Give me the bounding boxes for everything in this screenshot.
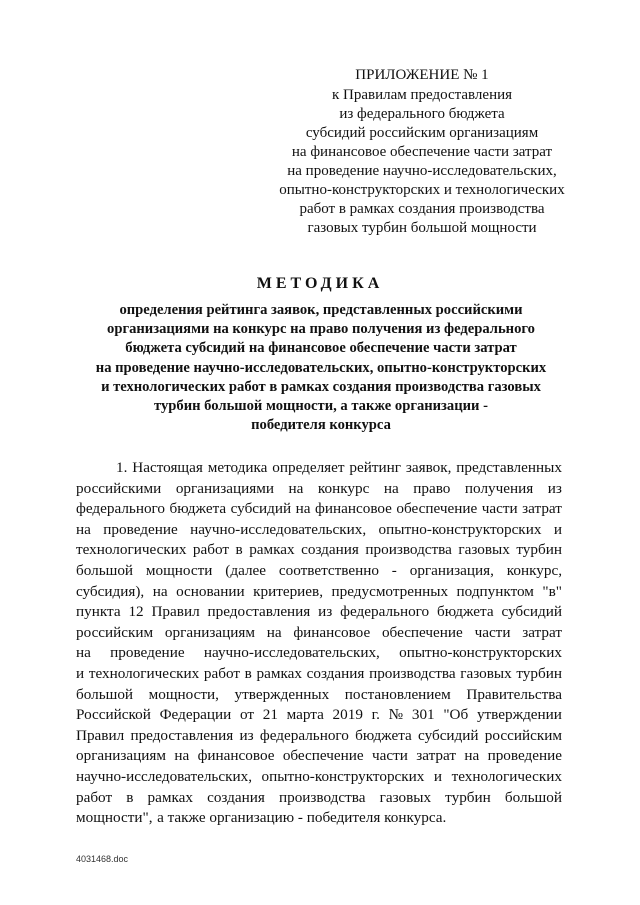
paragraph-word: научно-исследовательских, bbox=[76, 767, 252, 785]
paragraph-word: опытно-конструкторских bbox=[261, 767, 425, 785]
paragraph-word: (далее bbox=[225, 561, 267, 579]
paragraph-word: проведение bbox=[110, 644, 185, 662]
subtitle-line: организациями на конкурс на право получения из федерального bbox=[107, 321, 535, 338]
paragraph-word: мощности", bbox=[76, 809, 153, 827]
paragraph-line bbox=[76, 705, 562, 726]
paragraph-line bbox=[76, 520, 562, 541]
paragraph-word: технологических bbox=[76, 541, 187, 559]
paragraph-word: методика bbox=[207, 459, 268, 476]
paragraph-word: создания bbox=[207, 788, 265, 806]
paragraph-word: российским bbox=[76, 623, 154, 641]
paragraph-word: право bbox=[413, 479, 451, 497]
subtitle-line: определения рейтинга заявок, представленных российскими bbox=[119, 302, 523, 318]
appendix-line: к Правилам предоставления bbox=[331, 87, 513, 103]
paragraph-word: организация, bbox=[409, 561, 494, 579]
paragraph-word: опытно-конструкторских bbox=[399, 644, 562, 662]
paragraph-word: субсидий bbox=[418, 726, 479, 744]
paragraph-word: утверждении bbox=[476, 706, 562, 724]
paragraph-word: работ bbox=[76, 788, 113, 806]
paragraph-line bbox=[76, 726, 562, 747]
paragraph-word: организациям bbox=[76, 747, 167, 765]
paragraph-word: марта bbox=[286, 706, 324, 724]
paragraph-line bbox=[76, 499, 562, 520]
paragraph-line bbox=[76, 643, 562, 664]
paragraph-line bbox=[76, 767, 562, 788]
paragraph-word: от bbox=[240, 706, 255, 724]
paragraph-word: пункта bbox=[76, 603, 121, 621]
paragraph-word: большой bbox=[76, 685, 134, 703]
paragraph-word: на bbox=[295, 500, 311, 518]
paragraph-word: "Об bbox=[443, 706, 469, 724]
paragraph-word: 21 bbox=[262, 706, 278, 724]
paragraph-word: части bbox=[481, 500, 518, 518]
paragraph-word: федерального bbox=[76, 500, 165, 518]
appendix-line: из федерального бюджета bbox=[339, 106, 505, 122]
paragraph-word: г. bbox=[371, 706, 380, 724]
paragraph-word: Правил bbox=[76, 726, 125, 744]
paragraph-word: части bbox=[372, 747, 408, 765]
paragraph-word: большой bbox=[504, 788, 562, 806]
paragraph-word: подпунктом bbox=[456, 582, 534, 600]
paragraph-word: создания bbox=[306, 664, 365, 682]
paragraph-word: № bbox=[388, 706, 404, 724]
paragraph-word: на bbox=[76, 520, 91, 538]
paragraph-word: финансовое bbox=[315, 500, 392, 518]
paragraph-word: обеспечение bbox=[381, 623, 463, 641]
appendix-title: ПРИЛОЖЕНИЕ № 1 bbox=[355, 67, 489, 83]
paragraph-word: соответственно bbox=[278, 561, 379, 579]
paragraph-word: в bbox=[235, 541, 243, 559]
paragraph-word: бюджета bbox=[169, 500, 227, 518]
paragraph-word: рамках bbox=[147, 788, 193, 806]
paragraph-word: производства bbox=[369, 664, 456, 682]
appendix-line: опытно-конструкторских и технологических bbox=[279, 182, 565, 198]
subtitle-line: и технологических работ в рамках создания производства газовых bbox=[101, 378, 541, 395]
paragraph-word: большой bbox=[76, 561, 134, 579]
paragraph-line bbox=[76, 685, 562, 706]
paragraph-line bbox=[76, 602, 562, 623]
paragraph-word: получения bbox=[464, 479, 534, 497]
paragraph-word: Правительства bbox=[466, 685, 562, 703]
paragraph-word: федерального bbox=[340, 603, 430, 621]
subtitle-line: победителя конкурса bbox=[251, 417, 391, 434]
paragraph-line bbox=[76, 540, 562, 561]
paragraph-word: 2019 bbox=[332, 706, 363, 724]
paragraph-word: а также организацию - победителя конкурса. bbox=[157, 809, 447, 827]
paragraph-word: Правил bbox=[151, 603, 200, 621]
subtitle-line: на проведение научно-исследовательских, опытно-конструкторских bbox=[95, 359, 547, 376]
paragraph-word: работ bbox=[203, 664, 240, 682]
paragraph-word: затрат bbox=[416, 747, 456, 765]
paragraph-word: финансовое bbox=[293, 623, 371, 641]
paragraph-word: организациями bbox=[175, 479, 274, 497]
paragraph-line bbox=[76, 808, 562, 829]
paragraph-word: на bbox=[383, 479, 399, 497]
appendix-line: на финансовое обеспечение части затрат bbox=[291, 144, 553, 160]
paragraph-word: затрат bbox=[522, 623, 562, 641]
paragraph-word: основании bbox=[176, 582, 245, 600]
paragraph-word: и bbox=[553, 520, 562, 538]
paragraph-word: определяет bbox=[272, 459, 345, 476]
appendix-header bbox=[262, 66, 582, 238]
paragraph-word: на bbox=[464, 747, 480, 765]
paragraph-word: 301 bbox=[411, 706, 435, 724]
paragraph-word: предоставления bbox=[207, 603, 311, 621]
paragraph-word: бюджета bbox=[436, 603, 494, 621]
paragraph-word: газовых bbox=[379, 788, 432, 806]
paragraph-word: научно-исследовательских, bbox=[190, 520, 367, 538]
appendix-line: газовых турбин большой мощности bbox=[307, 220, 537, 236]
paragraph-word: Российской bbox=[76, 706, 151, 724]
paragraph-word: постановлением bbox=[344, 685, 451, 703]
paragraph-word: производства bbox=[278, 788, 366, 806]
paragraph-word: работ bbox=[192, 541, 230, 559]
paragraph-word: представленных bbox=[456, 459, 562, 476]
paragraph-word: субсидия), bbox=[76, 582, 145, 600]
paragraph-word: в bbox=[244, 664, 252, 682]
paragraph-word: российскими bbox=[76, 479, 162, 497]
paragraph-word: на bbox=[174, 747, 190, 765]
document-title: МЕТОДИКА bbox=[256, 275, 384, 292]
paragraph-word: субсидий bbox=[230, 500, 292, 518]
paragraph-word: российским bbox=[484, 726, 562, 744]
paragraph-1 bbox=[76, 458, 562, 829]
paragraph-word: опытно-конструкторских bbox=[378, 520, 542, 538]
appendix-line: работ в рамках создания производства bbox=[299, 201, 545, 217]
paragraph-word: рамках bbox=[256, 664, 302, 682]
paragraph-word: предусмотренных bbox=[331, 582, 449, 600]
paragraph-word: Настоящая bbox=[132, 459, 203, 476]
paragraph-word: финансовое bbox=[197, 747, 275, 765]
paragraph-word: турбин bbox=[516, 541, 562, 559]
paragraph-word: федерального bbox=[259, 726, 349, 744]
paragraph-line bbox=[76, 458, 562, 479]
paragraph-word: мощности bbox=[145, 561, 213, 579]
paragraph-line bbox=[76, 746, 562, 767]
paragraph-word: турбин bbox=[445, 788, 491, 806]
paragraph-word: газовых bbox=[458, 541, 510, 559]
paragraph-word: субсидий bbox=[501, 603, 562, 621]
paragraph-word: из bbox=[318, 603, 333, 621]
document-subtitle bbox=[70, 301, 572, 435]
paragraph-word: на bbox=[76, 644, 91, 662]
paragraph-word: части bbox=[474, 623, 511, 641]
paragraph-line bbox=[76, 623, 562, 644]
paragraph-word: научно-исследовательских, bbox=[203, 644, 380, 662]
paragraph-word: турбин bbox=[516, 664, 562, 682]
paragraph-word: утвержденных bbox=[234, 685, 330, 703]
paragraph-word: 12 bbox=[128, 603, 144, 621]
paragraph-word: мощности, bbox=[148, 685, 219, 703]
paragraph-word: 1. bbox=[116, 459, 128, 476]
paragraph-word: и bbox=[76, 664, 85, 682]
subtitle-line: турбин большой мощности, а также организации - bbox=[154, 398, 488, 415]
paragraph-word: затрат bbox=[522, 500, 562, 518]
appendix-line: субсидий российским организациям bbox=[305, 125, 539, 141]
paragraph-word: создания bbox=[301, 541, 359, 559]
paragraph-line bbox=[76, 561, 562, 582]
subtitle-line: бюджета субсидий на финансовое обеспечение части затрат bbox=[125, 340, 517, 357]
paragraph-word: организациям bbox=[164, 623, 255, 641]
paragraph-word: технологических bbox=[451, 767, 562, 785]
paragraph-word: заявок, bbox=[405, 459, 452, 476]
paragraph-line bbox=[76, 788, 562, 809]
paragraph-word: производства bbox=[365, 541, 452, 559]
paragraph-word: из bbox=[239, 726, 254, 744]
appendix-line: на проведение научно-исследовательских, bbox=[287, 163, 557, 179]
paragraph-word: критериев, bbox=[253, 582, 324, 600]
paragraph-word: на bbox=[152, 582, 168, 600]
paragraph-word: "в" bbox=[542, 582, 562, 600]
paragraph-line bbox=[76, 582, 562, 603]
paragraph-word: Федерации bbox=[159, 706, 232, 724]
paragraph-line bbox=[76, 664, 562, 685]
paragraph-word: и bbox=[433, 767, 443, 785]
paragraph-word: конкурс, bbox=[506, 561, 562, 579]
paragraph-word: предоставления bbox=[130, 726, 234, 744]
paragraph-word: рамках bbox=[249, 541, 295, 559]
paragraph-word: обеспечение bbox=[396, 500, 478, 518]
paragraph-word: конкурс bbox=[317, 479, 370, 497]
paragraph-line bbox=[76, 479, 562, 500]
paragraph-word: обеспечение bbox=[282, 747, 364, 765]
paragraph-word: рейтинг bbox=[349, 459, 402, 476]
file-name-footer: 4031468.doc bbox=[76, 854, 129, 864]
paragraph-word: в bbox=[126, 788, 134, 806]
paragraph-word: на bbox=[266, 623, 282, 641]
paragraph-word: на bbox=[288, 479, 304, 497]
paragraph-word: проведение bbox=[487, 747, 562, 765]
paragraph-word: газовых bbox=[460, 664, 512, 682]
paragraph-word: проведение bbox=[103, 520, 178, 538]
paragraph-word: из bbox=[547, 479, 562, 497]
paragraph-word: бюджета bbox=[355, 726, 412, 744]
paragraph-word: технологических bbox=[88, 664, 200, 682]
paragraph-word: - bbox=[391, 561, 397, 579]
